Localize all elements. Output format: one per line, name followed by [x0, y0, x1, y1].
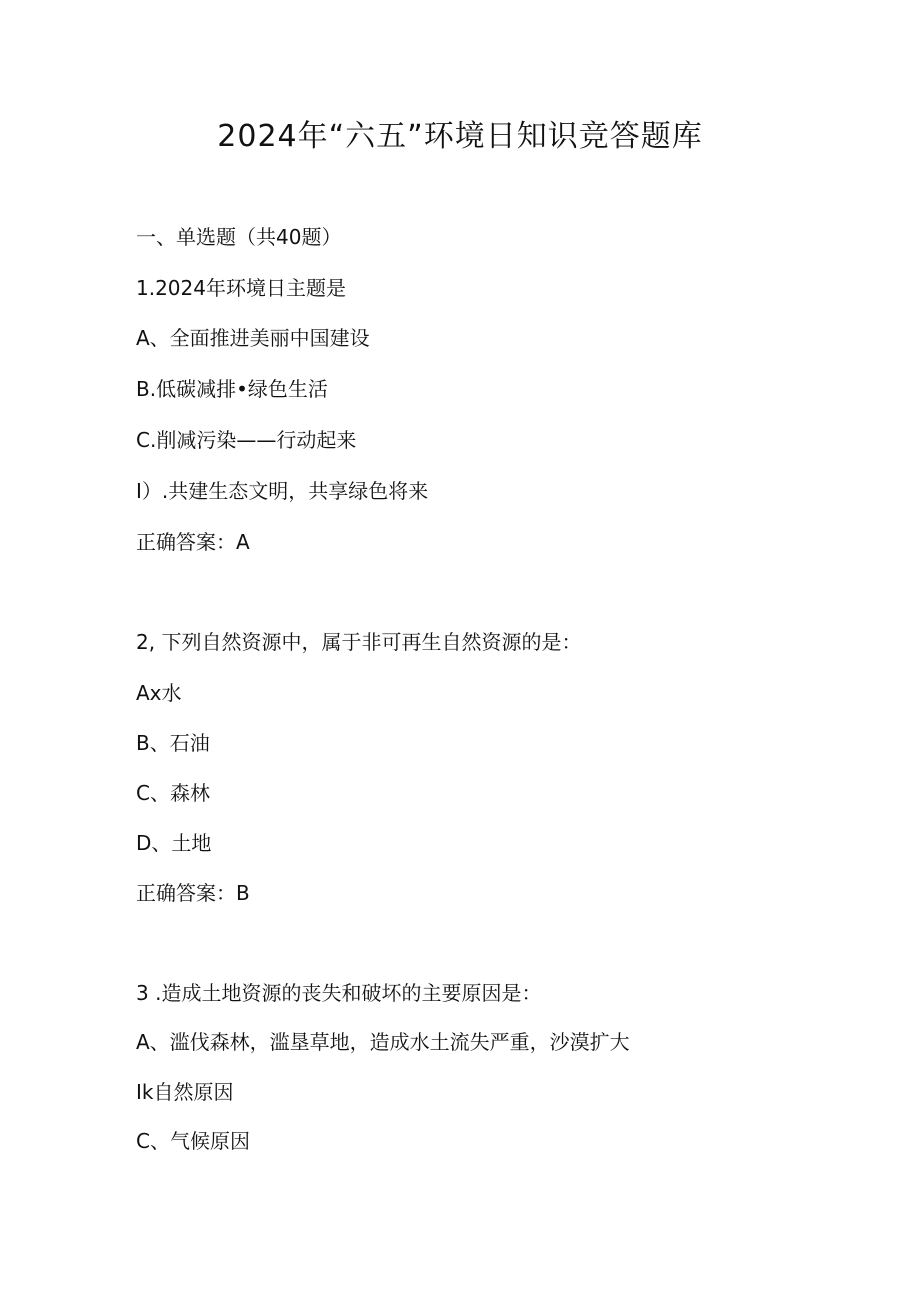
question-1-option-d: I）.共建生态文明，共享绿色将来	[136, 479, 429, 503]
question-1-option-b: B.低碳减排•绿色生活	[136, 377, 328, 401]
question-3-option-b: Ik自然原因	[136, 1080, 234, 1104]
question-2-option-a: Ax水	[136, 681, 182, 705]
question-stem-3: 3 .造成土地资源的丧失和破坏的主要原因是：	[136, 981, 542, 1005]
question-2-option-d: D、土地	[136, 831, 212, 855]
question-3-option-c: C、气候原因	[136, 1129, 250, 1153]
question-1-option-a: A、全面推进美丽中国建设	[136, 326, 370, 350]
question-2-answer: 正确答案：B	[136, 881, 250, 905]
question-2-option-b: B、石油	[136, 731, 210, 755]
question-1-option-c: C.削减污染——行动起来	[136, 428, 357, 452]
page-title: 2024年“六五”环境日知识竞答题库	[217, 119, 703, 154]
question-stem-1: 1.2024年环境日主题是	[136, 276, 346, 300]
question-stem-2: 2, 下列自然资源中，属于非可再生自然资源的是：	[136, 630, 582, 654]
section-heading: 一、单选题（共40题）	[136, 225, 342, 249]
question-1-answer: 正确答案：A	[136, 530, 250, 554]
question-3-option-a: A、滥伐森林，滥垦草地，造成水土流失严重，沙漠扩大	[136, 1030, 630, 1054]
question-2-option-c: C、森林	[136, 781, 210, 805]
